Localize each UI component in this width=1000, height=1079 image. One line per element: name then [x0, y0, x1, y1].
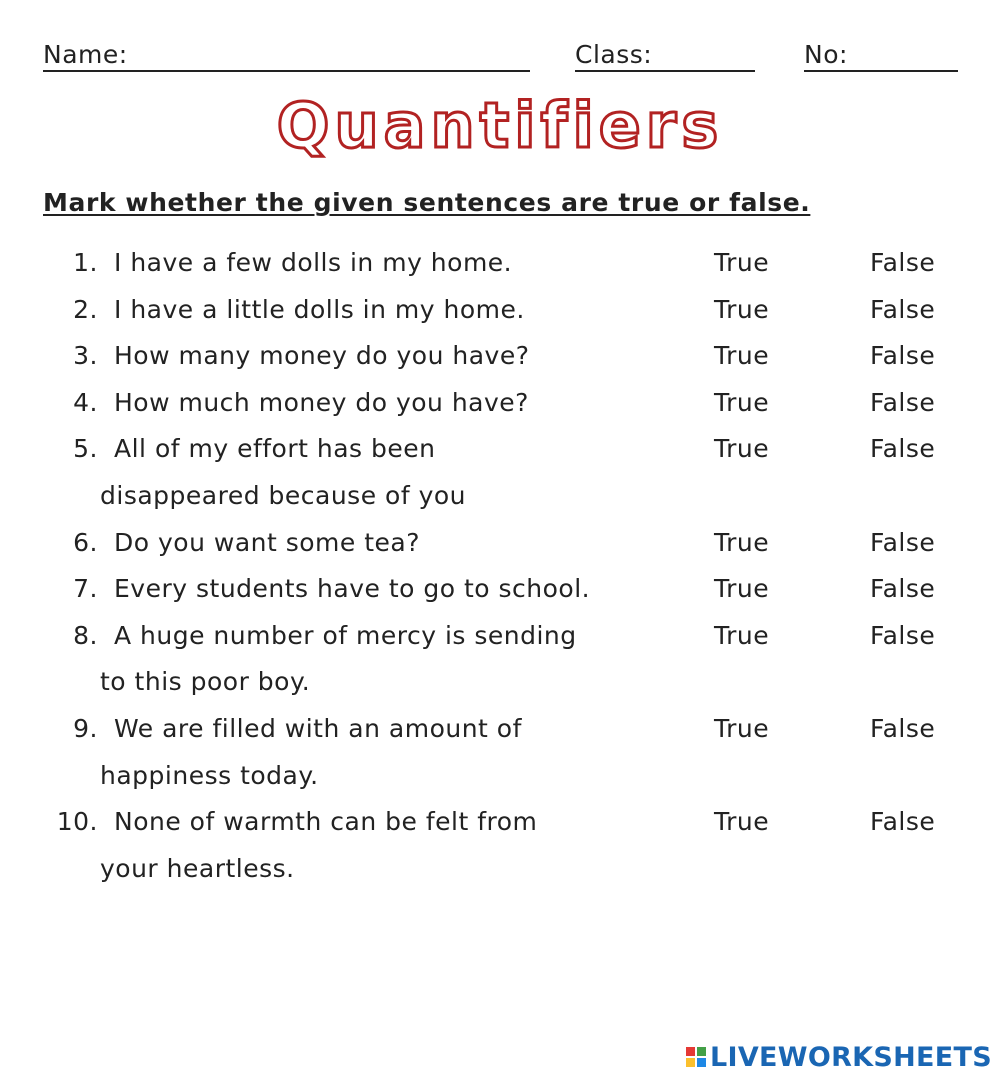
true-option[interactable]: True [714, 387, 770, 417]
question-text: I have a little dolls in my home. [114, 294, 525, 324]
question-text-continued: happiness today. [100, 760, 319, 790]
true-option[interactable]: True [714, 248, 770, 277]
false-option[interactable]: False [870, 434, 936, 464]
false-option[interactable]: False [870, 807, 936, 837]
question-item [0, 799, 1000, 892]
true-option[interactable]: True [714, 294, 770, 324]
true-option[interactable]: True [714, 713, 770, 743]
true-option[interactable]: True [714, 574, 770, 604]
question-text-continued: to this poor boy. [100, 667, 311, 697]
question-number: 10. [56, 807, 98, 837]
class-label: Class: [575, 40, 653, 69]
question-item [0, 566, 1000, 613]
no-label: No: [804, 40, 848, 69]
question-list [0, 240, 1000, 892]
question-number: 9. [73, 713, 98, 743]
question-number: 8. [73, 620, 98, 650]
class-field[interactable] [575, 70, 755, 72]
question-number: 1. [73, 248, 98, 277]
question-text: How much money do you have? [114, 387, 529, 417]
question-number: 4. [73, 387, 98, 417]
question-item [0, 287, 1000, 334]
question-text: None of warmth can be felt from [114, 807, 538, 837]
question-item [0, 613, 1000, 706]
question-item [0, 706, 1000, 799]
question-text: All of my effort has been [114, 434, 436, 464]
false-option[interactable]: False [870, 620, 936, 650]
false-option[interactable]: False [870, 713, 936, 743]
question-text: Every students have to go to school. [114, 574, 591, 604]
false-option[interactable]: False [870, 387, 936, 417]
false-option[interactable]: False [870, 341, 936, 371]
liveworksheets-logo [686, 1039, 992, 1075]
false-option[interactable]: False [870, 248, 936, 277]
question-text-continued: disappeared because of you [100, 480, 467, 510]
question-item [0, 426, 1000, 519]
question-item [0, 240, 1000, 287]
logo-text: LIVEWORKSHEETS [709, 1041, 992, 1073]
name-field[interactable] [43, 70, 530, 72]
instructions: Mark whether the given sentences are true or false. [43, 188, 811, 217]
false-option[interactable]: False [870, 527, 936, 557]
question-item [0, 520, 1000, 567]
false-option[interactable]: False [870, 294, 936, 324]
question-text: We are filled with an amount of [114, 713, 522, 743]
logo-square [686, 1047, 695, 1056]
question-text-continued: your heartless. [100, 853, 295, 883]
logo-square [697, 1058, 706, 1067]
worksheet-title: Quantifiers [276, 89, 724, 162]
true-option[interactable]: True [714, 434, 770, 464]
question-number: 7. [73, 574, 98, 604]
false-option[interactable]: False [870, 574, 936, 604]
true-option[interactable]: True [714, 341, 770, 371]
logo-square [686, 1058, 695, 1067]
true-option[interactable]: True [714, 807, 770, 837]
question-text: I have a few dolls in my home. [114, 248, 513, 277]
header-row [0, 38, 1000, 78]
true-option[interactable]: True [714, 527, 770, 557]
logo-square [697, 1047, 706, 1056]
logo-squares-icon [686, 1047, 706, 1067]
question-text: A huge number of mercy is sending [114, 620, 577, 650]
name-label: Name: [43, 40, 128, 69]
question-number: 5. [73, 434, 98, 464]
question-number: 2. [73, 294, 98, 324]
question-item [0, 380, 1000, 427]
true-option[interactable]: True [714, 620, 770, 650]
no-field[interactable] [804, 70, 958, 72]
question-text: Do you want some tea? [114, 527, 421, 557]
question-number: 3. [73, 341, 98, 371]
question-number: 6. [73, 527, 98, 557]
question-text: How many money do you have? [114, 341, 530, 371]
question-item [0, 333, 1000, 380]
